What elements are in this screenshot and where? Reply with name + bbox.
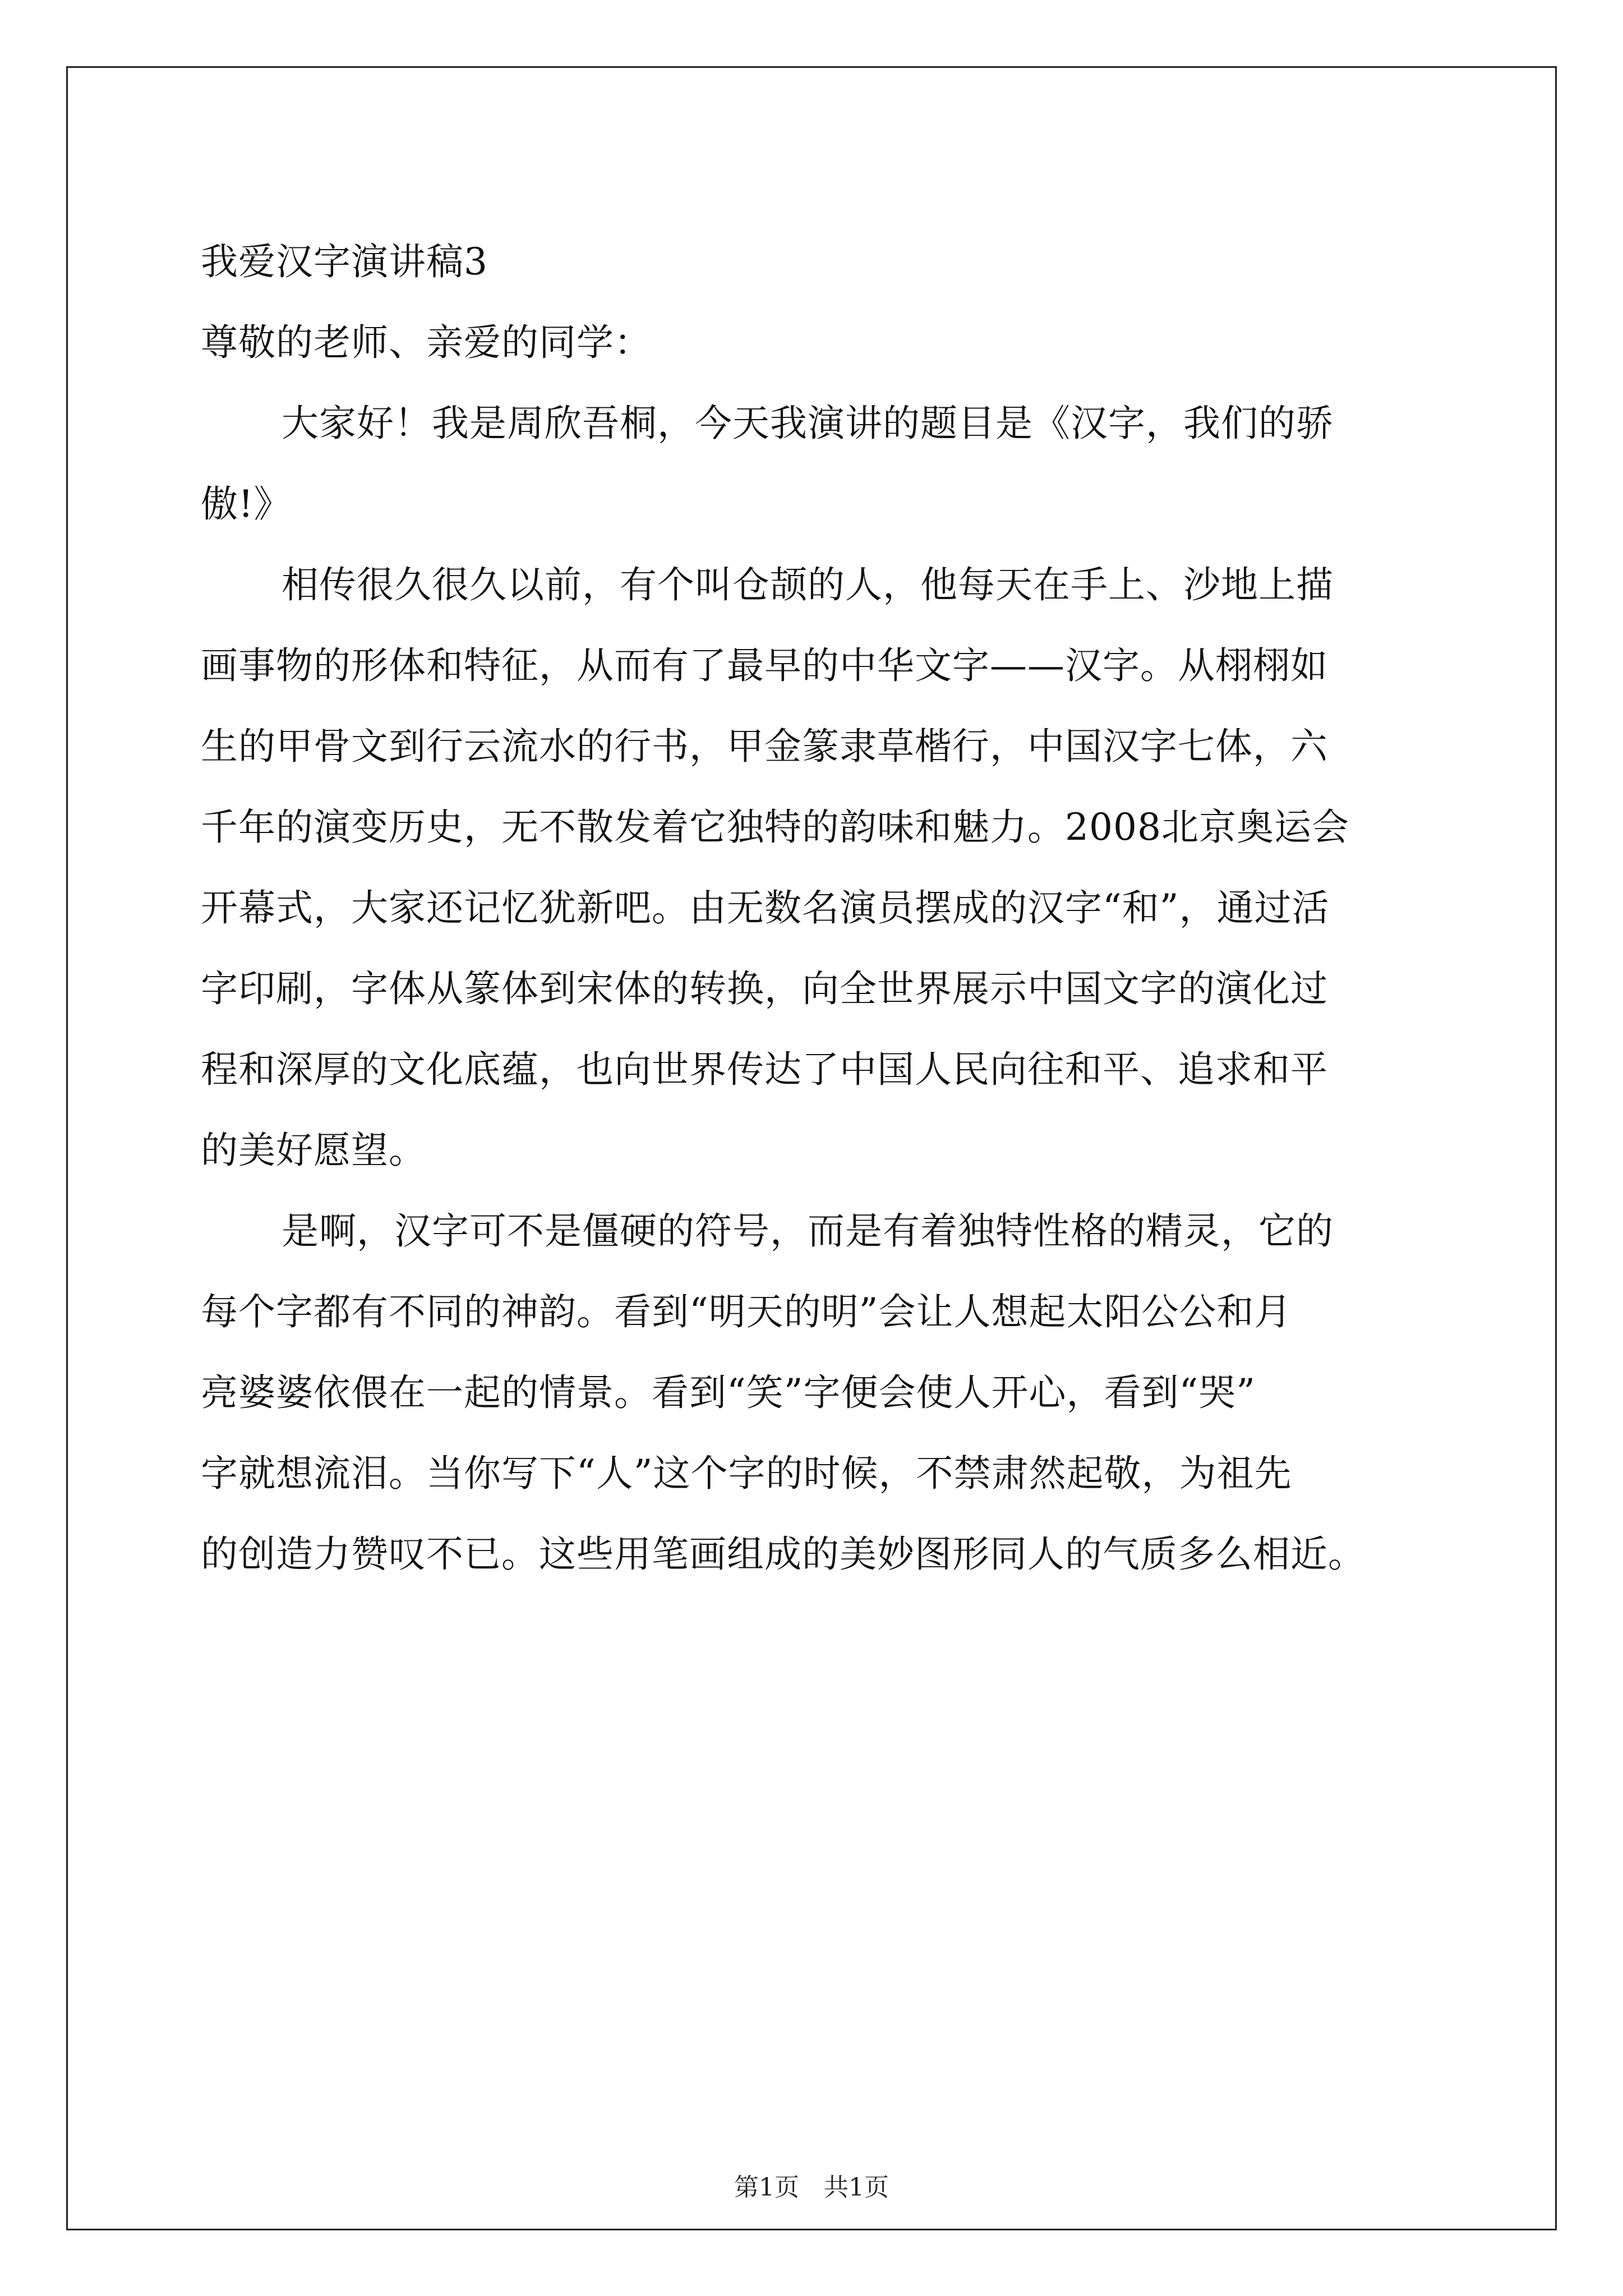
paragraph-line: 是啊，汉字可不是僵硬的符号，而是有着独特性格的精灵，它的: [282, 1209, 1334, 1253]
paragraph-line: 的创造力赞叹不已。这些用笔画组成的美妙图形同人的气质多么相近。: [201, 1533, 1366, 1576]
paragraph-line: 傲!》: [201, 482, 292, 526]
paragraph-line: 亮婆婆依偎在一起的情景。看到“笑”字便会使人开心，看到“哭”: [201, 1371, 1256, 1414]
paragraph-line: 字印刷，字体从篆体到宋体的转换，向全世界展示中国文字的演化过: [201, 967, 1328, 1010]
paragraph-line: 千年的演变历史，无不散发着它独特的韵味和魅力。2008北京奥运会: [201, 806, 1349, 849]
paragraph-line: 程和深厚的文化底蕴，也向世界传达了中国人民向往和平、追求和平: [201, 1048, 1328, 1091]
paragraph-2: [201, 545, 1435, 1191]
paragraph-1: [201, 383, 1435, 545]
paragraph-line: 字就想流泪。当你写下“人”这个字的时候，不禁肃然起敬，为祖先: [201, 1452, 1292, 1495]
document-body: [201, 222, 1435, 1595]
page-number-footer: 第1页 共1页: [734, 2173, 889, 2202]
paragraph-line: 开幕式，大家还记忆犹新吧。由无数名演员摆成的汉字“和”，通过活: [201, 886, 1330, 930]
paragraph-line: 的美好愿望。: [201, 1129, 426, 1172]
document-title: 我爱汉字演讲稿3: [201, 240, 488, 283]
paragraph-line: 画事物的形体和特征，从而有了最早的中华文字——汉字。从栩栩如: [201, 644, 1328, 687]
paragraph-line: 大家好！我是周欣吾桐，今天我演讲的题目是《汉字，我们的骄: [282, 402, 1334, 445]
paragraph-line: 相传很久很久以前，有个叫仓颉的人，他每天在手上、沙地上描: [282, 563, 1334, 606]
paragraph-3: [201, 1191, 1435, 1595]
paragraph-line: 每个字都有不同的神韵。看到“明天的明”会让人想起太阳公公和月: [201, 1290, 1292, 1333]
paragraph-line: 生的甲骨文到行云流水的行书，甲金篆隶草楷行，中国汉字七体，六: [201, 725, 1328, 768]
salutation: 尊敬的老师、亲爱的同学：: [201, 321, 652, 364]
